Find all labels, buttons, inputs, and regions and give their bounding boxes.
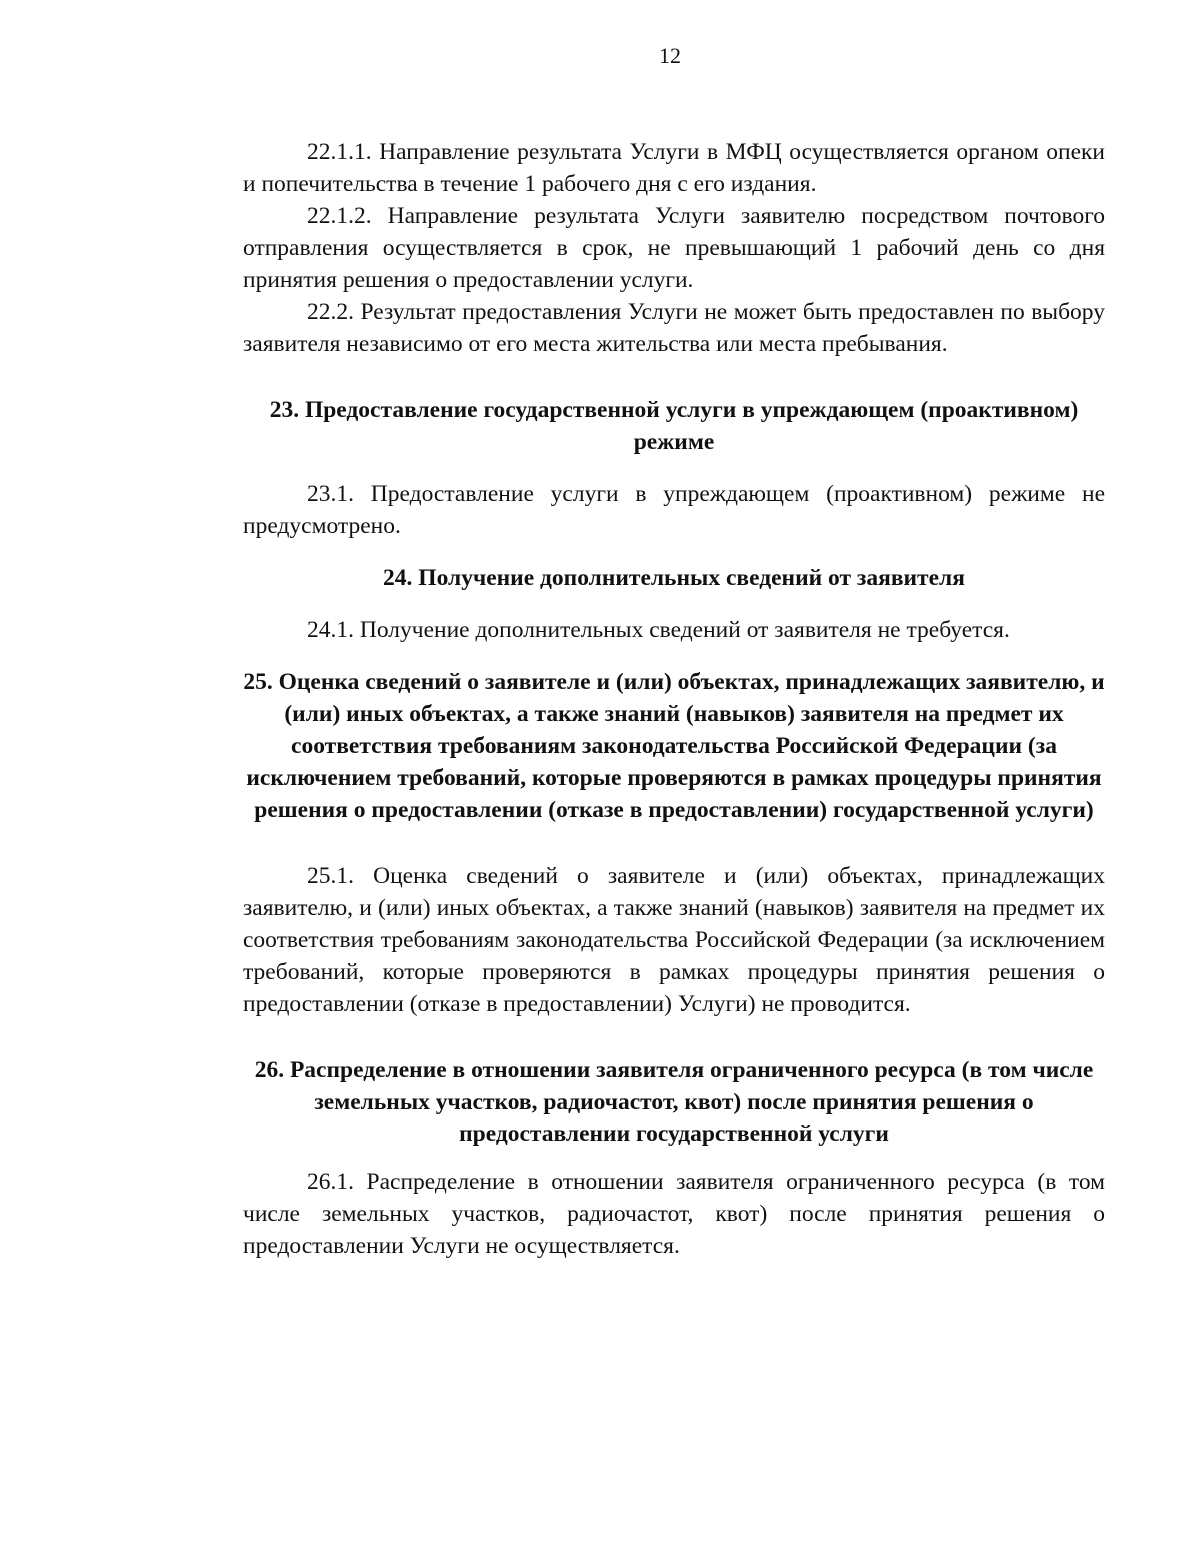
- paragraph-22-1-1: 22.1.1. Направление результата Услуги в МФЦ осуществляется органом опеки и попечительства в течение 1 рабочего дня с его издания.: [243, 139, 1105, 197]
- paragraph-24-1: 24.1. Получение дополнительных сведений от заявителя не требуется.: [307, 617, 1010, 643]
- paragraph-26-1: 26.1. Распределение в отношении заявителя ограниченного ресурса (в том числе земельных участков, радиочастот, квот) после принятия решения о предоставлении Услуги не осуществляется.: [243, 1169, 1105, 1259]
- paragraph-22-1-2: 22.1.2. Направление результата Услуги заявителю посредством почтового отправления осуществляется в срок, не превышающий 1 рабочий день со дня принятия решения о предоставлении услуги.: [243, 203, 1105, 293]
- document-body: [243, 136, 1105, 1262]
- section-heading-23: 23. Предоставление государственной услуги в упреждающем (проактивном) режиме: [269, 397, 1079, 455]
- section-heading-25: 25. Оценка сведений о заявителе и (или) объектах, принадлежащих заявителю, и (или) иных объектах, а также знаний (навыков) заявителя на предмет их соответствия требованиям законодательства Российской Федерации (за исключением требований, которые проверяются в рамках процедуры принятия решения о предоставлении (отказе в предоставлении) государственной услуги): [243, 669, 1105, 823]
- paragraph-23-1: 23.1. Предоставление услуги в упреждающем (проактивном) режиме не предусмотрено.: [243, 481, 1105, 539]
- paragraph-22-2: 22.2. Результат предоставления Услуги не может быть предоставлен по выбору заявителя независимо от его места жительства или места пребывания.: [243, 299, 1105, 357]
- paragraph-25-1: 25.1. Оценка сведений о заявителе и (или) объектах, принадлежащих заявителю, и (или) иных объектах, а также знаний (навыков) заявителя на предмет их соответствия требованиям законодательства Российской Федерации (за исключением требований, которые проверяются в рамках процедуры принятия решения о предоставлении (отказе в предоставлении) Услуги) не проводится.: [243, 863, 1105, 1017]
- page-number: 12: [659, 43, 681, 68]
- section-heading-24: 24. Получение дополнительных сведений от заявителя: [383, 565, 965, 591]
- section-heading-26: 26. Распределение в отношении заявителя ограниченного ресурса (в том числе земельных участков, радиочастот, квот) после принятия решения о предоставлении государственной услуги: [254, 1057, 1094, 1147]
